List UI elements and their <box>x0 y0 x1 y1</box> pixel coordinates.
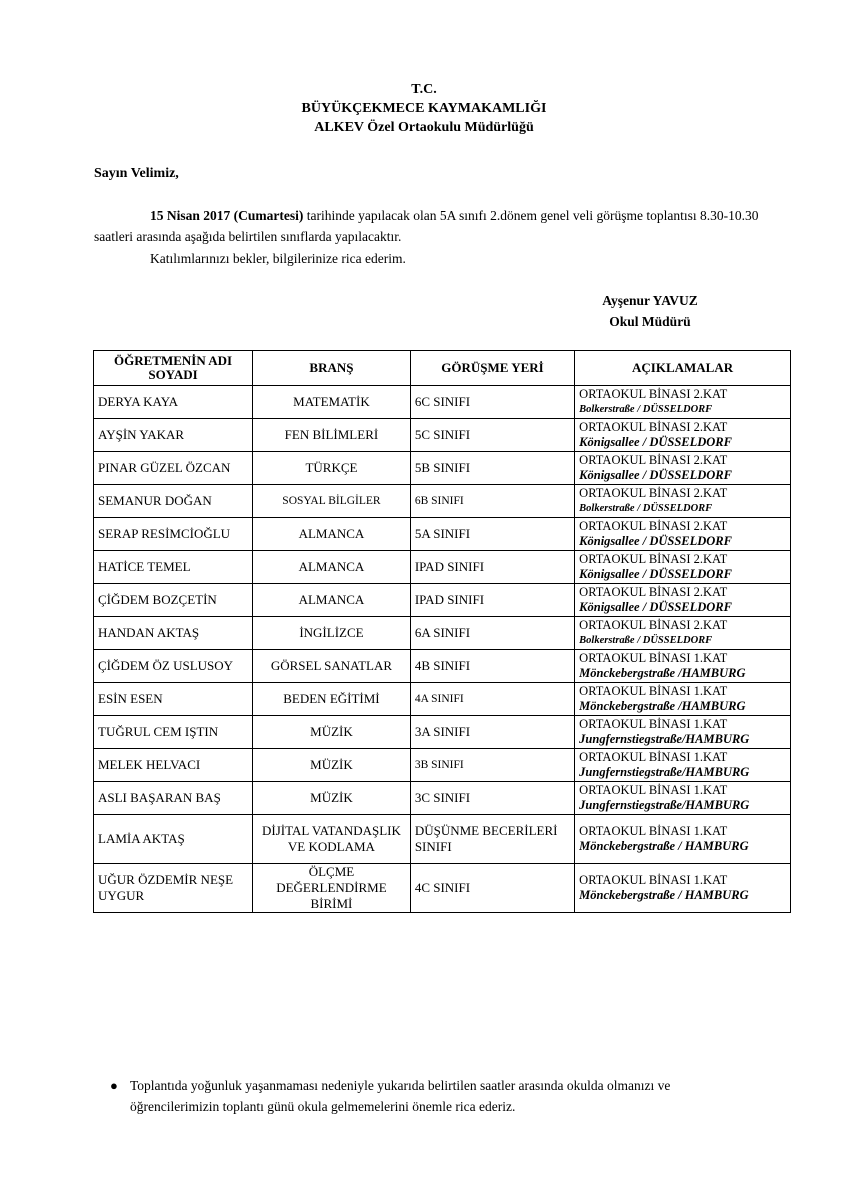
footnote <box>110 1075 730 1117</box>
teacher-name: ESİN ESEN <box>94 683 253 716</box>
header-place: GÖRÜŞME YERİ <box>410 351 574 386</box>
meeting-place: 4B SINIFI <box>410 650 574 683</box>
building-floor: ORTAOKUL BİNASI 1.KAT <box>579 783 728 797</box>
location-notes <box>575 551 791 584</box>
teacher-name: AYŞİN YAKAR <box>94 419 253 452</box>
meeting-date: 15 Nisan 2017 (Cumartesi) <box>150 208 304 223</box>
street-city: Königsallee / DÜSSELDORF <box>579 534 732 548</box>
table-row <box>94 518 791 551</box>
table-row <box>94 683 791 716</box>
location-notes <box>575 815 791 864</box>
building-floor: ORTAOKUL BİNASI 2.KAT <box>579 387 728 401</box>
meeting-place: DÜŞÜNME BECERİLERİ SINIFI <box>410 815 574 864</box>
location-notes <box>575 386 791 419</box>
table-header-row <box>94 351 791 386</box>
branch: FEN BİLİMLERİ <box>253 419 411 452</box>
street-city: Mönckebergstraße /HAMBURG <box>579 666 746 680</box>
table-row <box>94 815 791 864</box>
signer-name: Ayşenur YAVUZ <box>602 293 698 308</box>
teacher-name: PINAR GÜZEL ÖZCAN <box>94 452 253 485</box>
teacher-name: UĞUR ÖZDEMİR NEŞE UYGUR <box>94 864 253 913</box>
header-notes: AÇIKLAMALAR <box>575 351 791 386</box>
branch: ALMANCA <box>253 518 411 551</box>
header-line-tc: T.C. <box>411 82 437 97</box>
building-floor: ORTAOKUL BİNASI 1.KAT <box>579 684 728 698</box>
branch: ALMANCA <box>253 584 411 617</box>
header-line-school: ALKEV Özel Ortaokulu Müdürlüğü <box>314 120 534 135</box>
meeting-place: 6B SINIFI <box>410 485 574 518</box>
branch: MÜZİK <box>253 749 411 782</box>
table-row <box>94 617 791 650</box>
teacher-name: ÇİĞDEM ÖZ USLUSOY <box>94 650 253 683</box>
letter-header <box>0 80 848 137</box>
meeting-place: 3A SINIFI <box>410 716 574 749</box>
location-notes <box>575 864 791 913</box>
building-floor: ORTAOKUL BİNASI 2.KAT <box>579 420 728 434</box>
branch: MÜZİK <box>253 716 411 749</box>
teacher-name: MELEK HELVACI <box>94 749 253 782</box>
street-city: Königsallee / DÜSSELDORF <box>579 600 732 614</box>
street-city: Bolkerstraße / DÜSSELDORF <box>579 404 713 415</box>
street-city: Jungfernstiegstraße/HAMBURG <box>579 798 750 812</box>
table-row <box>94 551 791 584</box>
branch: BEDEN EĞİTİMİ <box>253 683 411 716</box>
meeting-place: 4C SINIFI <box>410 864 574 913</box>
street-city: Mönckebergstraße / HAMBURG <box>579 839 749 853</box>
teacher-name: HATİCE TEMEL <box>94 551 253 584</box>
location-notes <box>575 749 791 782</box>
table-row <box>94 419 791 452</box>
header-teacher: ÖĞRETMENİN ADI SOYADI <box>94 351 253 386</box>
paragraph-announcement <box>94 205 774 247</box>
table-row <box>94 452 791 485</box>
meeting-place: 3B SINIFI <box>410 749 574 782</box>
teacher-name: SEMANUR DOĞAN <box>94 485 253 518</box>
branch: TÜRKÇE <box>253 452 411 485</box>
meeting-place: 5A SINIFI <box>410 518 574 551</box>
table-row <box>94 782 791 815</box>
table-row <box>94 584 791 617</box>
location-notes <box>575 485 791 518</box>
table-row <box>94 386 791 419</box>
signer-title: Okul Müdürü <box>609 314 691 329</box>
building-floor: ORTAOKUL BİNASI 1.KAT <box>579 750 728 764</box>
meeting-place: 3C SINIFI <box>410 782 574 815</box>
salutation: Sayın Velimiz, <box>94 166 179 181</box>
teacher-name: LAMİA AKTAŞ <box>94 815 253 864</box>
location-notes <box>575 518 791 551</box>
table-row <box>94 749 791 782</box>
building-floor: ORTAOKUL BİNASI 1.KAT <box>579 717 728 731</box>
announcement-text: tarihinde yapılacak olan 5A sınıfı 2.dönem genel veli görüşme toplantısı 8.30-10.30 saatleri arasında aşağıda belirtilen sınıflarda yapılacaktır. <box>94 208 759 244</box>
building-floor: ORTAOKUL BİNASI 2.KAT <box>579 552 728 566</box>
location-notes <box>575 419 791 452</box>
building-floor: ORTAOKUL BİNASI 2.KAT <box>579 453 728 467</box>
street-city: Bolkerstraße / DÜSSELDORF <box>579 503 713 514</box>
teacher-name: ASLI BAŞARAN BAŞ <box>94 782 253 815</box>
building-floor: ORTAOKUL BİNASI 2.KAT <box>579 585 728 599</box>
branch: MATEMATİK <box>253 386 411 419</box>
footnote-text: Toplantıda yoğunluk yaşanmaması nedeniyle yukarıda belirtilen saatler arasında okulda olmanızı ve öğrencilerimizin toplantı günü okula gelmemelerini önemle rica ederiz. <box>130 1078 671 1114</box>
teacher-name: SERAP RESİMCİOĞLU <box>94 518 253 551</box>
teacher-name: ÇİĞDEM BOZÇETİN <box>94 584 253 617</box>
meeting-place: 4A SINIFI <box>410 683 574 716</box>
header-line-office: BÜYÜKÇEKMECE KAYMAKAMLIĞI <box>301 101 547 116</box>
building-floor: ORTAOKUL BİNASI 1.KAT <box>579 873 728 887</box>
teacher-name: DERYA KAYA <box>94 386 253 419</box>
street-city: Bolkerstraße / DÜSSELDORF <box>579 635 713 646</box>
branch: ÖLÇME DEĞERLENDİRME BİRİMİ <box>253 864 411 913</box>
meeting-place: 6A SINIFI <box>410 617 574 650</box>
location-notes <box>575 716 791 749</box>
schedule-table <box>93 350 791 913</box>
branch: SOSYAL BİLGİLER <box>253 485 411 518</box>
bullet-icon: ● <box>110 1078 118 1093</box>
table-row <box>94 864 791 913</box>
branch: GÖRSEL SANATLAR <box>253 650 411 683</box>
branch: İNGİLİZCE <box>253 617 411 650</box>
location-notes <box>575 584 791 617</box>
table-row <box>94 716 791 749</box>
building-floor: ORTAOKUL BİNASI 1.KAT <box>579 824 728 838</box>
meeting-place: IPAD SINIFI <box>410 584 574 617</box>
meeting-place: 5C SINIFI <box>410 419 574 452</box>
location-notes <box>575 617 791 650</box>
table-row <box>94 650 791 683</box>
teacher-name: TUĞRUL CEM IŞTIN <box>94 716 253 749</box>
meeting-place: 5B SINIFI <box>410 452 574 485</box>
location-notes <box>575 782 791 815</box>
street-city: Königsallee / DÜSSELDORF <box>579 567 732 581</box>
location-notes <box>575 683 791 716</box>
building-floor: ORTAOKUL BİNASI 2.KAT <box>579 519 728 533</box>
teacher-name: HANDAN AKTAŞ <box>94 617 253 650</box>
location-notes <box>575 650 791 683</box>
street-city: Jungfernstiegstraße/HAMBURG <box>579 765 750 779</box>
table-row <box>94 485 791 518</box>
branch: ALMANCA <box>253 551 411 584</box>
building-floor: ORTAOKUL BİNASI 2.KAT <box>579 486 728 500</box>
meeting-place: 6C SINIFI <box>410 386 574 419</box>
meeting-place: IPAD SINIFI <box>410 551 574 584</box>
location-notes <box>575 452 791 485</box>
header-branch: BRANŞ <box>253 351 411 386</box>
building-floor: ORTAOKUL BİNASI 1.KAT <box>579 651 728 665</box>
street-city: Königsallee / DÜSSELDORF <box>579 435 732 449</box>
paragraph-closing: Katılımlarınızı bekler, bilgilerinize rica ederim. <box>150 251 406 266</box>
street-city: Königsallee / DÜSSELDORF <box>579 468 732 482</box>
branch: MÜZİK <box>253 782 411 815</box>
building-floor: ORTAOKUL BİNASI 2.KAT <box>579 618 728 632</box>
street-city: Mönckebergstraße /HAMBURG <box>579 699 746 713</box>
street-city: Mönckebergstraße / HAMBURG <box>579 888 749 902</box>
signature-block <box>590 290 710 332</box>
branch: DİJİTAL VATANDAŞLIK VE KODLAMA <box>253 815 411 864</box>
street-city: Jungfernstiegstraße/HAMBURG <box>579 732 750 746</box>
